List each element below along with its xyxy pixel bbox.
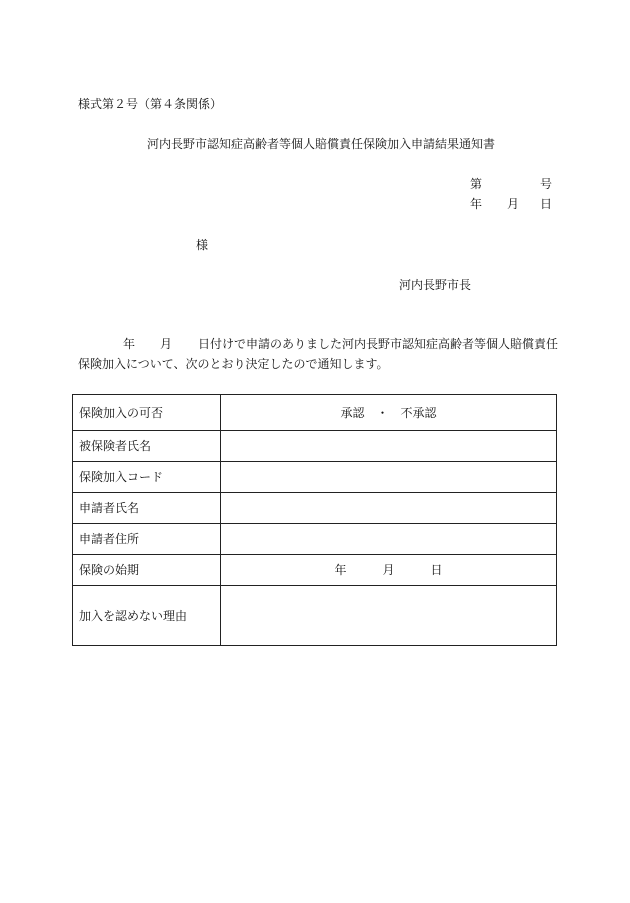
table-row — [73, 586, 557, 646]
date-month: 月 — [507, 197, 520, 211]
date-day: 日 — [539, 197, 552, 211]
table-row — [73, 395, 557, 431]
date-year: 年 — [470, 197, 483, 211]
row-label: 加入を認めない理由 — [73, 586, 221, 646]
row-label: 被保険者氏名 — [73, 431, 221, 462]
approval-choice: 承認 ・ 不承認 — [221, 395, 557, 431]
recipient-honorific: 様 — [196, 238, 209, 252]
document-title: 河内長野市認知症高齢者等個人賠償責任保険加入申請結果通知書 — [147, 137, 496, 151]
body-text-line-2: 保険加入について、次のとおり決定したので通知します。 — [78, 357, 389, 371]
row-label: 申請者住所 — [73, 524, 221, 555]
table-row — [73, 431, 557, 462]
table-row — [73, 493, 557, 524]
row-label: 保険加入コード — [73, 462, 221, 493]
applicant-address-value — [221, 524, 557, 555]
applicant-name-value — [221, 493, 557, 524]
table-row — [73, 524, 557, 555]
issuer-name: 河内長野市長 — [399, 278, 472, 292]
insured-name-value — [221, 431, 557, 462]
row-label: 保険加入の可否 — [73, 395, 221, 431]
row-label: 保険の始期 — [73, 555, 221, 586]
form-number: 様式第２号（第４条関係） — [78, 97, 223, 111]
number-prefix: 第 — [470, 177, 483, 191]
insurance-code-value — [221, 462, 557, 493]
rejection-reason-value — [221, 586, 557, 646]
table-row — [73, 462, 557, 493]
body-text-rest: 日付けで申請のありました河内長野市認知症高齢者等個人賠償責任 — [198, 337, 559, 351]
number-suffix: 号 — [539, 177, 552, 191]
table-row — [73, 555, 557, 586]
row-label: 申請者氏名 — [73, 493, 221, 524]
issue-date-line — [470, 198, 552, 210]
document-number-line — [470, 178, 552, 190]
insurance-start-date-value: 年 月 日 — [221, 555, 557, 586]
result-table — [72, 394, 557, 646]
body-month: 月 — [160, 337, 173, 351]
body-year: 年 — [123, 337, 136, 351]
